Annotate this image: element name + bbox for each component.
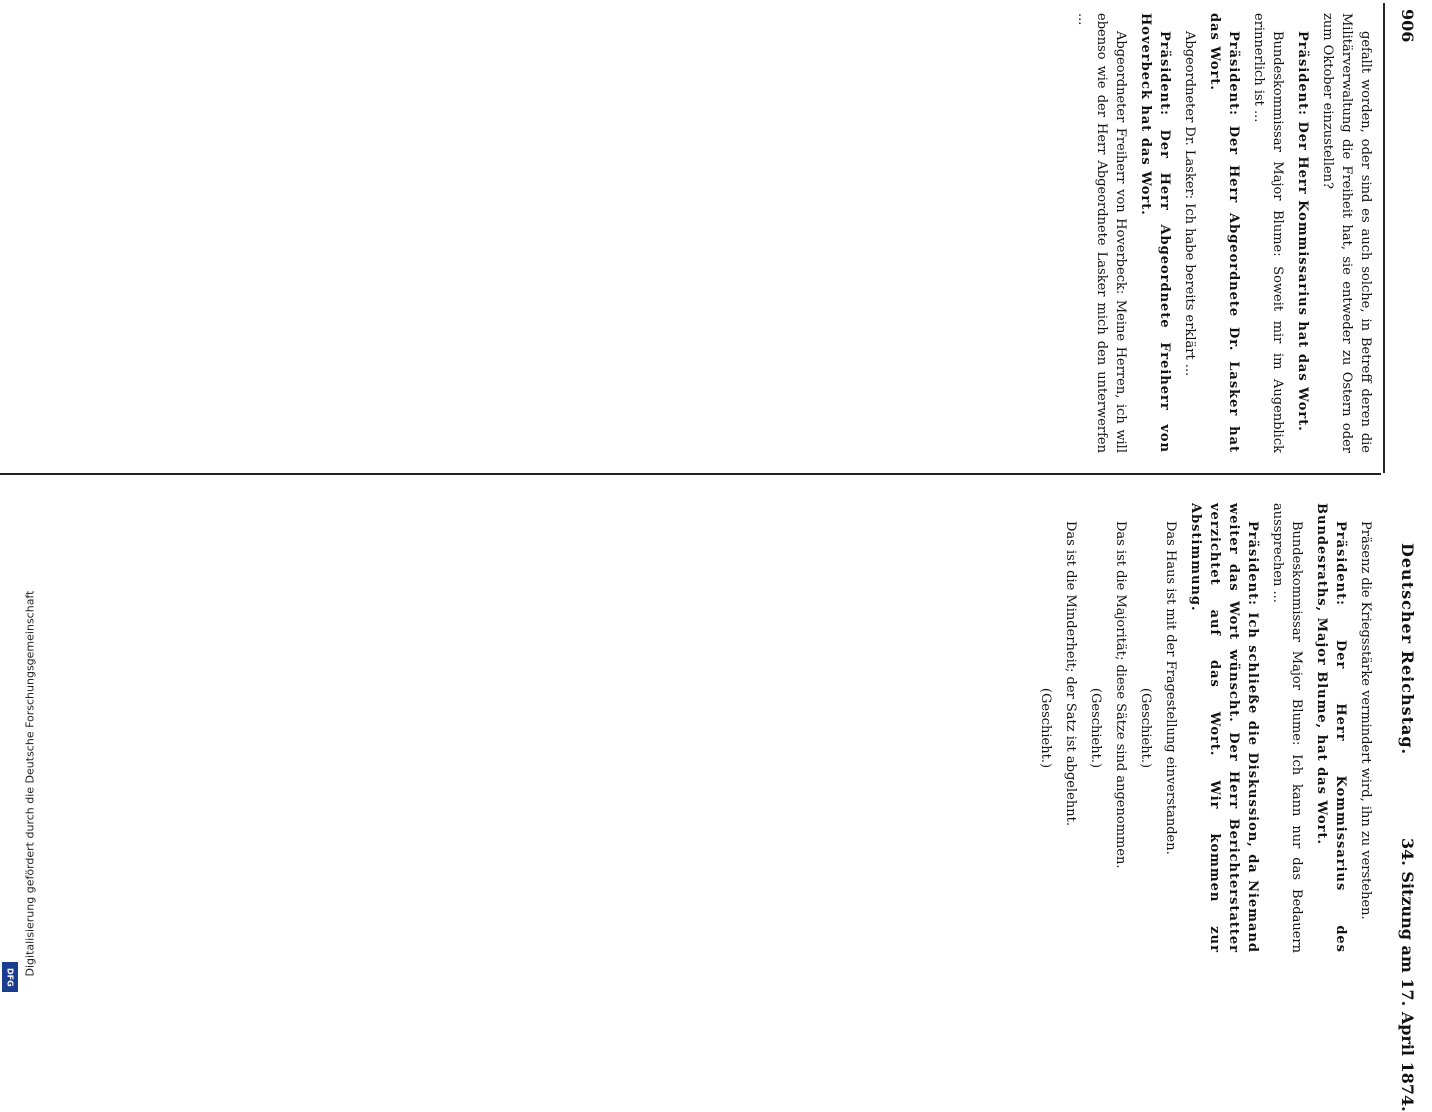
speaker-line: Präsident: Ich schließe die Diskussion, da Niemand weiter das Wort wünscht. Der Herr Berichterstatter verzichtet auf das Wort. Wir kommen zur Abstimmung. [1188,503,1260,953]
paragraph: Präsenz die Kriegsstärke vermindert wird, ihn zu verstehen. [1358,521,1373,920]
right-column [9,503,1375,953]
paragraph: Das Haus ist mit der Fragestellung einverstanden. [1163,521,1178,855]
digitization-credit: Digitalisierung gefördert durch die Deutsche Forschungsgemeinschaft [23,590,37,977]
paragraph: Abgeordneter Dr. Lasker: Ich habe bereits erklärt ... [1182,31,1197,377]
session-label: 34. Sitzung am 17. April 1874. [1398,838,1417,1112]
digitization-sidebar [0,0,37,1000]
speaker-line: Präsident: Der Herr Abgeordnete Dr. Lasker hat das Wort. [1207,13,1241,453]
dfg-logo: DFG [2,962,18,992]
stage-note: (Geschieht.) [1138,687,1153,769]
column-divider [0,473,1381,475]
paragraph: Das ist die Majorität; diese Sätze sind angenommen. [1113,521,1128,869]
speaker-line: Präsident: Der Herr Kommissarius hat das Wort. [1295,31,1310,432]
stage-note: (Geschieht.) [1038,687,1053,769]
page-title: Deutscher Reichstag. [1398,543,1417,756]
paragraph: gefallt worden, oder sind es auch solche, in Betreff deren die Militärverwaltung die Freiheit hat, sie entweder zu Ostern oder zum Oktober einzustellen? [1320,13,1373,453]
speaker-line: Präsident: Der Herr Kommissarius des Bundesraths, Major Blume, hat das Wort. [1314,503,1348,953]
left-column [9,13,1375,453]
paragraph: Bundeskommissar Major Blume: Soweit mir im Augenblick erinnerlich ist ... [1251,13,1285,453]
speaker-line: Präsident: Der Herr Abgeordnete Freiherr von Hoverbeck hat das Wort. [1138,13,1172,453]
paragraph: Das ist die Minderheit; der Satz ist abgelehnt. [1063,521,1078,826]
stage-note: (Geschieht.) [1088,687,1103,769]
running-header [1383,3,1431,1112]
paragraph: Bundeskommissar Major Blume: Ich kann nur das Bedauern aussprechen ... [1270,503,1304,953]
paragraph: Abgeordneter Freiherr von Hoverbeck: Meine Herren, ich will ebenso wie der Herr Abgeordnete Lasker mich den unterwerfen ... [1075,13,1128,453]
page-number: 906 [1398,9,1417,43]
